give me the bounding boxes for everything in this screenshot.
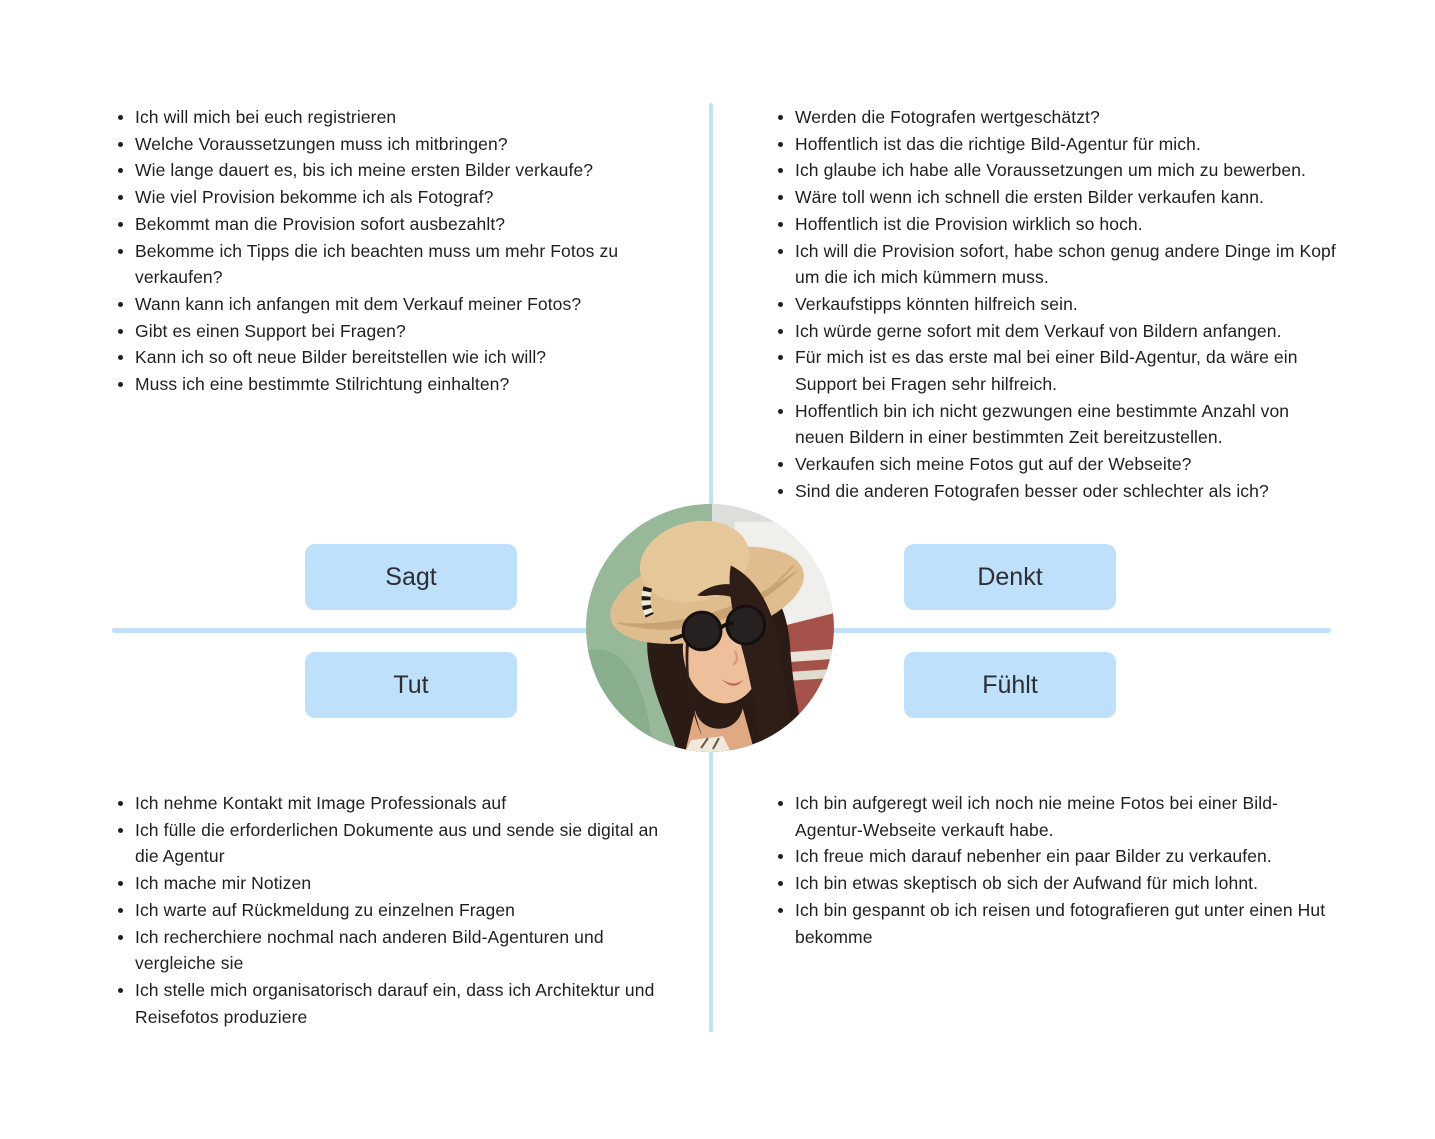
thinks-item: Verkaufstipps könnten hilfreich sein. xyxy=(776,291,1336,318)
thinks-item: Hoffentlich bin ich nicht gezwungen eine bestimmte Anzahl von neuen Bildern in einer bestimmten Zeit bereitzustellen. xyxy=(776,398,1336,451)
thinks-item: Sind die anderen Fotografen besser oder schlechter als ich? xyxy=(776,478,1336,505)
says-item: Gibt es einen Support bei Fragen? xyxy=(116,318,674,345)
woman-portrait-icon xyxy=(586,504,834,752)
feels-list xyxy=(776,790,1336,950)
thinks-list xyxy=(776,104,1336,505)
says-item: Bekommt man die Provision sofort ausbezahlt? xyxy=(116,211,674,238)
says-item: Wie lange dauert es, bis ich meine ersten Bilder verkaufe? xyxy=(116,157,674,184)
thinks-item: Ich würde gerne sofort mit dem Verkauf von Bildern anfangen. xyxy=(776,318,1336,345)
does-item: Ich mache mir Notizen xyxy=(116,870,674,897)
says-item: Wann kann ich anfangen mit dem Verkauf meiner Fotos? xyxy=(116,291,674,318)
thinks-item: Hoffentlich ist das die richtige Bild-Agentur für mich. xyxy=(776,131,1336,158)
does-item: Ich fülle die erforderlichen Dokumente aus und sende sie digital an die Agentur xyxy=(116,817,674,870)
feels-label: Fühlt xyxy=(904,652,1116,718)
thinks-item: Ich will die Provision sofort, habe schon genug andere Dinge im Kopf um die ich mich kümmern muss. xyxy=(776,238,1336,291)
does-item: Ich recherchiere nochmal nach anderen Bild-Agenturen und vergleiche sie xyxy=(116,924,674,977)
thinks-item: Verkaufen sich meine Fotos gut auf der Webseite? xyxy=(776,451,1336,478)
persona-photo xyxy=(586,504,834,752)
says-item: Muss ich eine bestimmte Stilrichtung einhalten? xyxy=(116,371,674,398)
says-item: Kann ich so oft neue Bilder bereitstellen wie ich will? xyxy=(116,344,674,371)
says-item: Wie viel Provision bekomme ich als Fotograf? xyxy=(116,184,674,211)
thinks-item: Wäre toll wenn ich schnell die ersten Bilder verkaufen kann. xyxy=(776,184,1336,211)
feels-item: Ich bin gespannt ob ich reisen und fotografieren gut unter einen Hut bekomme xyxy=(776,897,1336,950)
does-item: Ich warte auf Rückmeldung zu einzelnen Fragen xyxy=(116,897,674,924)
thinks-item: Werden die Fotografen wertgeschätzt? xyxy=(776,104,1336,131)
says-list xyxy=(116,104,674,398)
thinks-label: Denkt xyxy=(904,544,1116,610)
feels-item: Ich bin etwas skeptisch ob sich der Aufwand für mich lohnt. xyxy=(776,870,1336,897)
feels-item: Ich bin aufgeregt weil ich noch nie meine Fotos bei einer Bild-Agentur-Webseite verkauft habe. xyxy=(776,790,1336,843)
does-list xyxy=(116,790,674,1030)
says-item: Ich will mich bei euch registrieren xyxy=(116,104,674,131)
thinks-item: Hoffentlich ist die Provision wirklich so hoch. xyxy=(776,211,1336,238)
thinks-item: Ich glaube ich habe alle Voraussetzungen um mich zu bewerben. xyxy=(776,157,1336,184)
says-label: Sagt xyxy=(305,544,517,610)
says-item: Welche Voraussetzungen muss ich mitbringen? xyxy=(116,131,674,158)
does-label: Tut xyxy=(305,652,517,718)
does-item: Ich stelle mich organisatorisch darauf ein, dass ich Architektur und Reisefotos produziere xyxy=(116,977,674,1030)
does-item: Ich nehme Kontakt mit Image Professionals auf xyxy=(116,790,674,817)
says-item: Bekomme ich Tipps die ich beachten muss um mehr Fotos zu verkaufen? xyxy=(116,238,674,291)
thinks-item: Für mich ist es das erste mal bei einer Bild-Agentur, da wäre ein Support bei Fragen sehr hilfreich. xyxy=(776,344,1336,397)
feels-item: Ich freue mich darauf nebenher ein paar Bilder zu verkaufen. xyxy=(776,843,1336,870)
